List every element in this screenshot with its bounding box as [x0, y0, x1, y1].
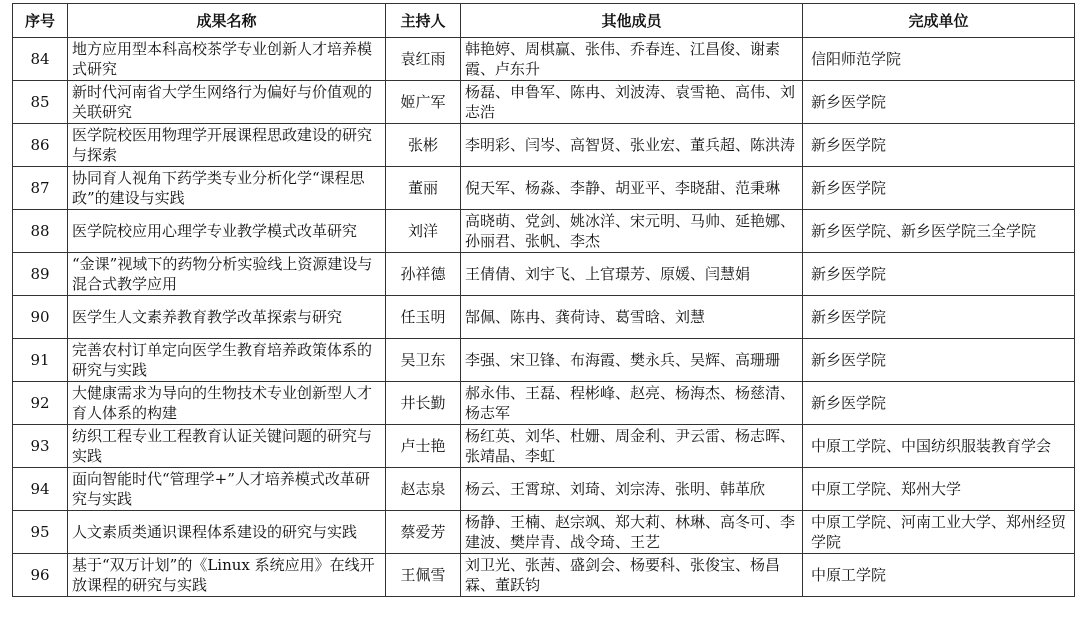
row-title: 医学院校医用物理学开展课程思政建设的研究与探索 — [68, 124, 386, 167]
row-members: 韩艳婷、周棋赢、张伟、乔春连、江昌俊、谢素霞、卢东升 — [461, 38, 803, 81]
table-row — [13, 468, 1075, 511]
row-members: 倪天军、杨淼、李静、胡亚平、李晓甜、范秉琳 — [461, 167, 803, 210]
row-num: 89 — [13, 253, 68, 296]
row-members: 杨磊、申鲁军、陈冉、刘波涛、袁雪艳、高伟、刘志浩 — [461, 81, 803, 124]
row-host: 井长勤 — [386, 382, 461, 425]
row-title: 医学生人文素养教育教学改革探索与研究 — [68, 296, 386, 339]
table-row — [13, 554, 1075, 597]
row-members: 杨云、王霄琼、刘琦、刘宗涛、张明、韩革欣 — [461, 468, 803, 511]
table-row — [13, 382, 1075, 425]
table-row — [13, 81, 1075, 124]
row-host: 张彬 — [386, 124, 461, 167]
row-num: 95 — [13, 511, 68, 554]
header-host: 主持人 — [386, 4, 461, 38]
row-title: 新时代河南省大学生网络行为偏好与价值观的关联研究 — [68, 81, 386, 124]
row-unit: 新乡医学院 — [803, 253, 1075, 296]
row-host: 刘洋 — [386, 210, 461, 253]
table-row — [13, 124, 1075, 167]
row-title: 基于“双万计划”的《Linux 系统应用》在线开放课程的研究与实践 — [68, 554, 386, 597]
row-num: 85 — [13, 81, 68, 124]
table-row — [13, 296, 1075, 339]
row-num: 92 — [13, 382, 68, 425]
row-unit: 新乡医学院 — [803, 382, 1075, 425]
row-title: 完善农村订单定向医学生教育培养政策体系的研究与实践 — [68, 339, 386, 382]
row-title: 地方应用型本科高校茶学专业创新人才培养模式研究 — [68, 38, 386, 81]
table-header-row — [13, 4, 1075, 38]
header-title: 成果名称 — [68, 4, 386, 38]
table-row — [13, 167, 1075, 210]
table-row — [13, 511, 1075, 554]
row-title: 纺织工程专业工程教育认证关键问题的研究与实践 — [68, 425, 386, 468]
row-num: 91 — [13, 339, 68, 382]
row-members: 李强、宋卫锋、布海霞、樊永兵、吴辉、高珊珊 — [461, 339, 803, 382]
row-unit: 信阳师范学院 — [803, 38, 1075, 81]
row-num: 90 — [13, 296, 68, 339]
achievement-table-container — [12, 3, 1075, 597]
row-title: “金课”视域下的药物分析实验线上资源建设与混合式教学应用 — [68, 253, 386, 296]
row-title: 医学院校应用心理学专业教学模式改革研究 — [68, 210, 386, 253]
row-num: 88 — [13, 210, 68, 253]
row-host: 赵志泉 — [386, 468, 461, 511]
row-title: 大健康需求为导向的生物技术专业创新型人才育人体系的构建 — [68, 382, 386, 425]
row-num: 96 — [13, 554, 68, 597]
row-host: 吴卫东 — [386, 339, 461, 382]
row-num: 86 — [13, 124, 68, 167]
header-members: 其他成员 — [461, 4, 803, 38]
header-unit: 完成单位 — [803, 4, 1075, 38]
row-title: 面向智能时代“管理学+”人才培养模式改革研究与实践 — [68, 468, 386, 511]
row-unit: 中原工学院 — [803, 554, 1075, 597]
row-num: 93 — [13, 425, 68, 468]
row-unit: 新乡医学院 — [803, 296, 1075, 339]
row-members: 郝永伟、王磊、程彬峰、赵亮、杨海杰、杨慈清、杨志军 — [461, 382, 803, 425]
table-row — [13, 38, 1075, 81]
row-title: 人文素质类通识课程体系建设的研究与实践 — [68, 511, 386, 554]
header-num: 序号 — [13, 4, 68, 38]
table-row — [13, 253, 1075, 296]
row-num: 87 — [13, 167, 68, 210]
row-title: 协同育人视角下药学类专业分析化学“课程思政”的建设与实践 — [68, 167, 386, 210]
table-row — [13, 210, 1075, 253]
row-host: 任玉明 — [386, 296, 461, 339]
row-members: 杨静、王楠、赵宗飒、郑大莉、林琳、高冬可、李建波、樊岸青、战令琦、王艺 — [461, 511, 803, 554]
row-host: 袁红雨 — [386, 38, 461, 81]
row-members: 杨红英、刘华、杜姗、周金利、尹云雷、杨志晖、张靖晶、李虹 — [461, 425, 803, 468]
row-members: 郜佩、陈冉、龚荷诗、葛雪晗、刘慧 — [461, 296, 803, 339]
row-unit: 新乡医学院、新乡医学院三全学院 — [803, 210, 1075, 253]
row-members: 高晓萌、党剑、姚冰洋、宋元明、马帅、延艳娜、孙丽君、张帆、李杰 — [461, 210, 803, 253]
row-unit: 中原工学院、郑州大学 — [803, 468, 1075, 511]
row-members: 李明彩、闫岑、高智贤、张业宏、董兵超、陈洪涛 — [461, 124, 803, 167]
table-row — [13, 425, 1075, 468]
row-host: 孙祥德 — [386, 253, 461, 296]
achievement-table — [12, 3, 1075, 597]
row-unit: 新乡医学院 — [803, 81, 1075, 124]
row-unit: 新乡医学院 — [803, 167, 1075, 210]
row-unit: 中原工学院、河南工业大学、郑州经贸学院 — [803, 511, 1075, 554]
row-num: 94 — [13, 468, 68, 511]
row-host: 卢士艳 — [386, 425, 461, 468]
row-host: 蔡爱芳 — [386, 511, 461, 554]
row-host: 王佩雪 — [386, 554, 461, 597]
row-members: 刘卫光、张茜、盛剑会、杨要科、张俊宝、杨昌霖、董跃钧 — [461, 554, 803, 597]
row-unit: 新乡医学院 — [803, 124, 1075, 167]
row-unit: 新乡医学院 — [803, 339, 1075, 382]
row-unit: 中原工学院、中国纺织服装教育学会 — [803, 425, 1075, 468]
row-num: 84 — [13, 38, 68, 81]
table-row — [13, 339, 1075, 382]
row-host: 姬广军 — [386, 81, 461, 124]
row-members: 王倩倩、刘宇飞、上官璟芳、原媛、闫慧娟 — [461, 253, 803, 296]
row-host: 董丽 — [386, 167, 461, 210]
